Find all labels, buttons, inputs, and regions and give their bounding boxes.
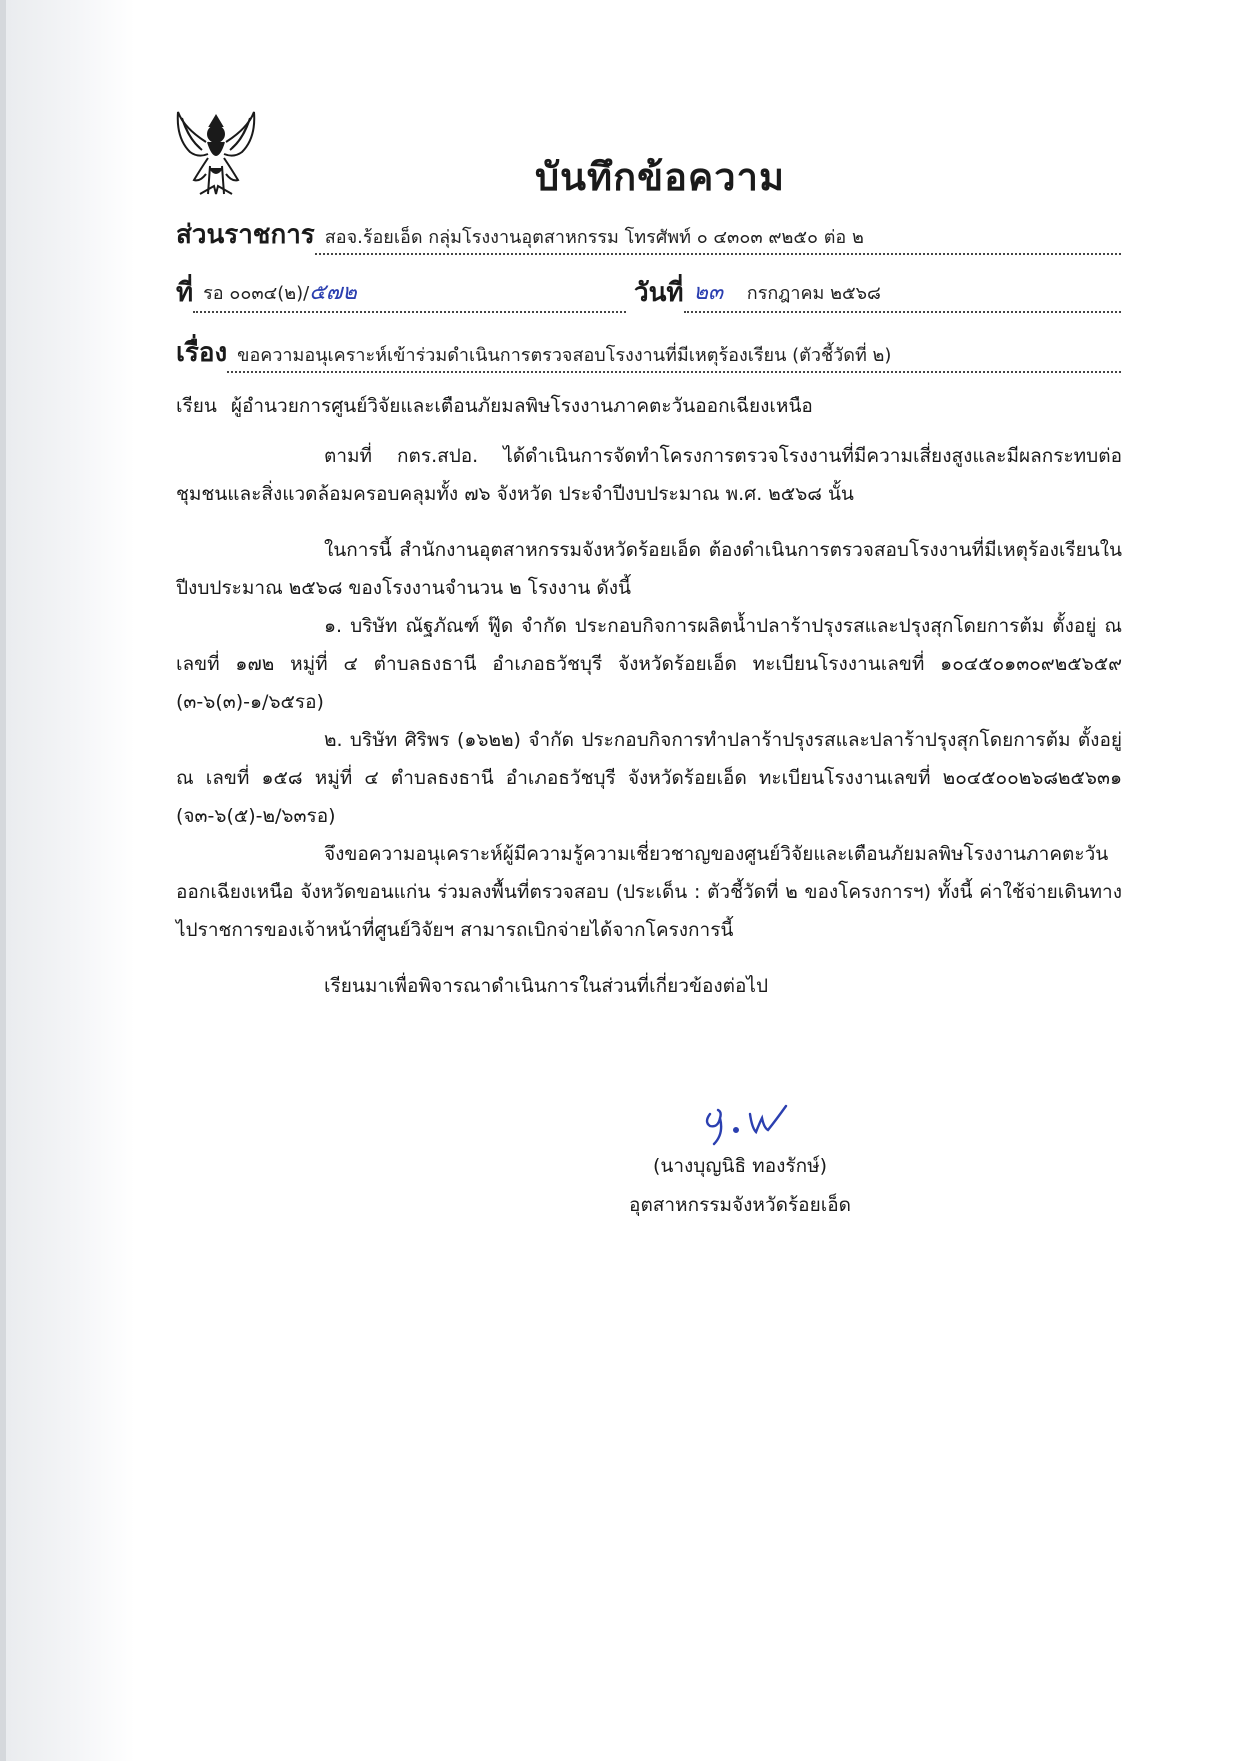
signatory-name: (นางบุญนิธิ ทองรักษ์) <box>652 1155 828 1177</box>
subject-row <box>176 332 1121 373</box>
body-paragraph-2: ในการนี้ สำนักงานอุตสาหกรรมจังหวัดร้อยเอ็ด ต้องดำเนินการตรวจสอบโรงงานที่มีเหตุร้องเรียนในปีงบประมาณ ๒๕๖๘ ของโรงงานจำนวน ๒ โรงงาน ดังนี้ <box>176 539 1122 599</box>
body-paragraph-1: ตามที่ กตร.สปอ. ได้ดำเนินการจัดทำโครงการตรวจโรงงานที่มีความเสี่ยงสูงและมีผลกระทบต่อชุมชนและสิ่งแวดล้อมครอบคลุมทั้ง ๗๖ จังหวัด ประจำปีงบประมาณ พ.ศ. ๒๕๖๘ นั้น <box>176 445 1122 505</box>
reference-handwritten: ๕๗๒ <box>309 280 357 305</box>
body-item-2: ๒. บริษัท ศิริพร (๑๖๒๒) จำกัด ประกอบกิจการทำปลาร้าปรุงรสและปลาร้าปรุงสุกโดยการต้ม ตั้งอยู่ ณ เลขที่ ๑๕๘ หมู่ที่ ๔ ตำบลธงธานี อำเภอธวัชบุรี จังหวัดร้อยเอ็ด ทะเบียนโรงงานเลขที่ ๒๐๔๕๐๐๒๖๘๒๕๖๓๑ (จ๓-๖(๕)-๒/๖๓รอ) <box>176 729 1122 827</box>
memo-body <box>176 437 1122 1005</box>
signatory-position: อุตสาหกรรมจังหวัดร้อยเอ็ด <box>629 1194 851 1216</box>
department-label: ส่วนราชการ <box>176 220 315 250</box>
reference-value <box>193 274 626 313</box>
subject-label: เรื่อง <box>176 338 228 368</box>
handwritten-signature <box>700 1100 800 1150</box>
salutation-label: เรียน <box>176 395 217 417</box>
department-row <box>176 214 1121 255</box>
subject-value: ขอความอนุเคราะห์เข้าร่วมดำเนินการตรวจสอบโรงงานที่มีเหตุร้องเรียน (ตัวชี้วัดที่ ๒) <box>227 340 1121 373</box>
memo-title: บันทึกข้อความ <box>534 155 786 199</box>
reference-label: ที่ <box>176 278 194 308</box>
date-value <box>684 274 1121 313</box>
date-label: วันที่ <box>634 278 684 308</box>
salutation-recipient: ผู้อำนวยการศูนย์วิจัยและเตือนภัยมลพิษโรงงานภาคตะวันออกเฉียงเหนือ <box>230 395 813 417</box>
body-paragraph-3: จึงขอความอนุเคราะห์ผู้มีความรู้ความเชี่ยวชาญของศูนย์วิจัยและเตือนภัยมลพิษโรงงานภาคตะวันออกเฉียงเหนือ จังหวัดขอนแก่น ร่วมลงพื้นที่ตรวจสอบ (ประเด็น : ตัวชี้วัดที่ ๒ ของโครงการฯ) ทั้งนี้ ค่าใช้จ่ายเดินทางไปราชการของเจ้าหน้าที่ศูนย์วิจัยฯ สามารถเบิกจ่ายได้จากโครงการนี้ <box>176 843 1122 941</box>
department-value: สอจ.ร้อยเอ็ด กลุ่มโรงงานอุตสาหกรรม โทรศัพท์ ๐ ๔๓๐๓ ๙๒๕๐ ต่อ ๒ <box>315 222 1121 255</box>
body-closing: เรียนมาเพื่อพิจารณาดำเนินการในส่วนที่เกี่ยวข้องต่อไป <box>324 975 769 997</box>
body-item-1: ๑. บริษัท ณัฐภัณฑ์ ฟู๊ด จำกัด ประกอบกิจการผลิตน้ำปลาร้าปรุงรสและปรุงสุกโดยการต้ม ตั้งอยู่ ณ เลขที่ ๑๗๒ หมู่ที่ ๔ ตำบลธงธานี อำเภอธวัชบุรี จังหวัดร้อยเอ็ด ทะเบียนโรงงานเลขที่ ๑๐๔๕๐๑๓๐๙๒๕๖๕๙ (๓-๖(๓)-๑/๖๕รอ) <box>176 615 1122 713</box>
date-month-year: กรกฎาคม ๒๕๖๘ <box>746 283 881 304</box>
garuda-emblem-icon <box>170 108 262 200</box>
date-row <box>634 272 1121 313</box>
date-day-handwritten: ๒๓ <box>693 280 724 305</box>
reference-printed: รอ ๐๐๓๔(๒)/ <box>203 283 310 304</box>
salutation <box>176 391 813 421</box>
reference-row <box>176 272 626 313</box>
